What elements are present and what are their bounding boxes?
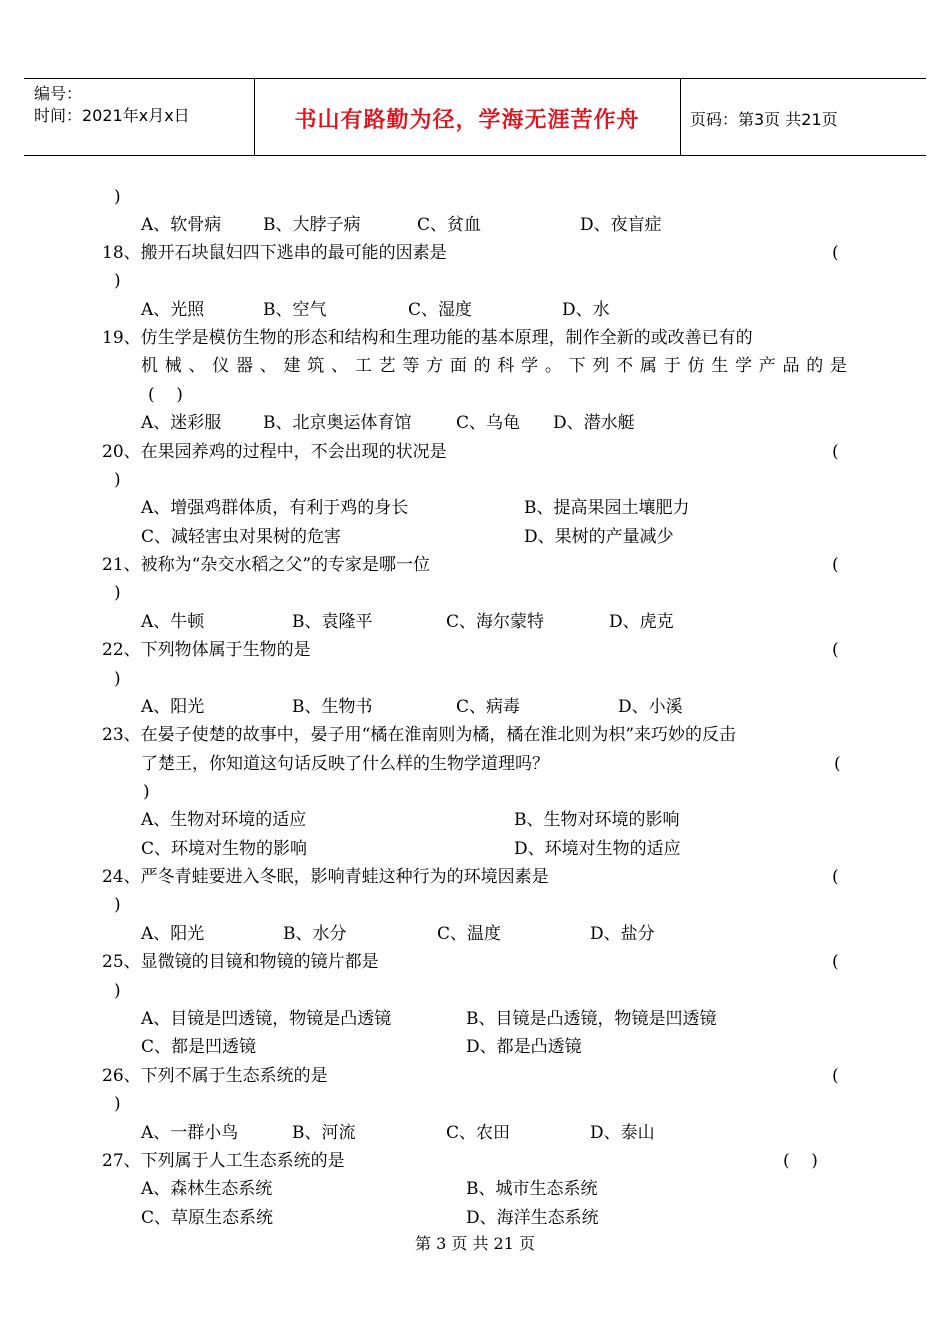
- header-divider-right: [680, 79, 681, 155]
- q19-option-b: B、北京奥运体育馆: [263, 413, 412, 433]
- q27-option-a: A、森林生态系统: [141, 1179, 273, 1199]
- q21-option-b: B、袁隆平: [292, 612, 373, 632]
- q25-open-paren: (: [832, 952, 839, 972]
- q18-open-paren: (: [832, 243, 839, 263]
- q24-option-c: C、温度: [437, 924, 502, 944]
- q25-option-a: A、目镜是凹透镜，物镜是凸透镜: [141, 1009, 392, 1029]
- q21-option-d: D、虎克: [609, 612, 674, 632]
- doc-code-label: 编号：: [34, 84, 83, 103]
- header-motto: 书山有路勤为径，学海无涯苦作舟: [294, 108, 640, 133]
- q24-option-a: A、阳光: [141, 924, 205, 944]
- q21-close-paren: ): [114, 583, 121, 603]
- doc-time-label: 时间：2021年x月x日: [34, 106, 190, 125]
- q23-option-c: C、环境对生物的影响: [141, 839, 308, 859]
- header-page-label: 页码：第3页 共21页: [690, 110, 838, 129]
- q17-option-d: D、夜盲症: [580, 215, 662, 235]
- q26-open-paren: (: [832, 1066, 839, 1086]
- q20-option-c: C、减轻害虫对果树的危害: [141, 527, 342, 547]
- q24-open-paren: (: [832, 867, 839, 887]
- q23-option-b: B、生物对环境的影响: [514, 810, 680, 830]
- q27-answer-paren: ( ): [783, 1151, 818, 1171]
- header-meta: [34, 83, 190, 127]
- q24-option-b: B、水分: [283, 924, 347, 944]
- q18-text: 18、搬开石块鼠妇四下逃串的最可能的因素是: [102, 243, 447, 263]
- q22-option-d: D、小溪: [618, 697, 683, 717]
- q21-option-a: A、牛顿: [141, 612, 205, 632]
- q22-option-a: A、阳光: [141, 697, 205, 717]
- q26-close-paren: ): [114, 1094, 121, 1114]
- q17-option-c: C、贫血: [417, 215, 482, 235]
- q25-option-d: D、都是凸透镜: [466, 1037, 582, 1057]
- q19-text-line2: 机械、仪器、建筑、工艺等方面的科学。下列不属于仿生学产品的是: [141, 356, 847, 376]
- q20-option-d: D、果树的产量减少: [524, 527, 674, 547]
- q24-option-d: D、盐分: [590, 924, 655, 944]
- q22-open-paren: (: [832, 640, 839, 660]
- q25-text: 25、显微镜的目镜和物镜的镜片都是: [102, 952, 379, 972]
- q18-option-b: B、空气: [263, 300, 327, 320]
- page-footer: 第 3 页 共 21 页: [415, 1234, 535, 1253]
- q18-option-d: D、水: [562, 300, 610, 320]
- q26-option-c: C、农田: [446, 1123, 511, 1143]
- q18-option-a: A、光照: [141, 300, 205, 320]
- q20-option-a: A、增强鸡群体质，有利于鸡的身长: [141, 498, 409, 518]
- q19-text-line1: 19、仿生学是模仿生物的形态和结构和生理功能的基本原理，制作全新的或改善已有的: [102, 328, 753, 348]
- q20-close-paren: ): [114, 470, 121, 490]
- q26-option-b: B、河流: [292, 1123, 356, 1143]
- q25-option-b: B、目镜是凸透镜，物镜是凹透镜: [466, 1009, 717, 1029]
- q23-text-line2: 了楚王，你知道这句话反映了什么样的生物学道理吗？: [141, 754, 549, 774]
- q23-open-paren: (: [834, 754, 841, 774]
- q26-text: 26、下列不属于生态系统的是: [102, 1066, 328, 1086]
- q20-open-paren: (: [832, 442, 839, 462]
- q24-text: 24、严冬青蛙要进入冬眠，影响青蛙这种行为的环境因素是: [102, 867, 549, 887]
- q19-option-d: D、潜水艇: [553, 413, 635, 433]
- page-header: [24, 78, 926, 156]
- q18-close-paren: ): [114, 271, 121, 291]
- q25-option-c: C、都是凹透镜: [141, 1037, 257, 1057]
- q27-option-b: B、城市生态系统: [466, 1179, 598, 1199]
- q27-text: 27、下列属于人工生态系统的是: [102, 1151, 345, 1171]
- q17-option-a: A、软骨病: [141, 215, 222, 235]
- q17-option-b: B、大脖子病: [263, 215, 361, 235]
- q26-option-a: A、一群小鸟: [141, 1123, 239, 1143]
- q23-option-d: D、环境对生物的适应: [514, 839, 681, 859]
- q21-open-paren: (: [832, 555, 839, 575]
- q26-option-d: D、泰山: [590, 1123, 655, 1143]
- q22-option-c: C、病毒: [456, 697, 521, 717]
- q19-option-c: C、乌龟: [456, 413, 521, 433]
- q23-close-paren: ): [143, 782, 150, 802]
- q27-option-d: D、海洋生态系统: [466, 1208, 599, 1228]
- q27-option-c: C、草原生态系统: [141, 1208, 274, 1228]
- q23-text-line1: 23、在晏子使楚的故事中，晏子用“橘在淮南则为橘，橘在淮北则为枳”来巧妙的反击: [102, 725, 737, 745]
- q22-close-paren: ): [114, 669, 121, 689]
- q21-option-c: C、海尔蒙特: [446, 612, 545, 632]
- q19-option-a: A、迷彩服: [141, 413, 222, 433]
- q22-text: 22、下列物体属于生物的是: [102, 640, 311, 660]
- q20-option-b: B、提高果园土壤肥力: [524, 498, 690, 518]
- q23-option-a: A、生物对环境的适应: [141, 810, 307, 830]
- q20-text: 20、在果园养鸡的过程中，不会出现的状况是: [102, 442, 447, 462]
- q18-option-c: C、湿度: [408, 300, 473, 320]
- q22-option-b: B、生物书: [292, 697, 373, 717]
- q17-close-paren: ): [114, 187, 121, 207]
- q21-text: 21、被称为“杂交水稻之父”的专家是哪一位: [102, 555, 431, 575]
- q19-answer-paren: ( ): [148, 385, 183, 405]
- q25-close-paren: ): [114, 981, 121, 1001]
- q24-close-paren: ): [114, 895, 121, 915]
